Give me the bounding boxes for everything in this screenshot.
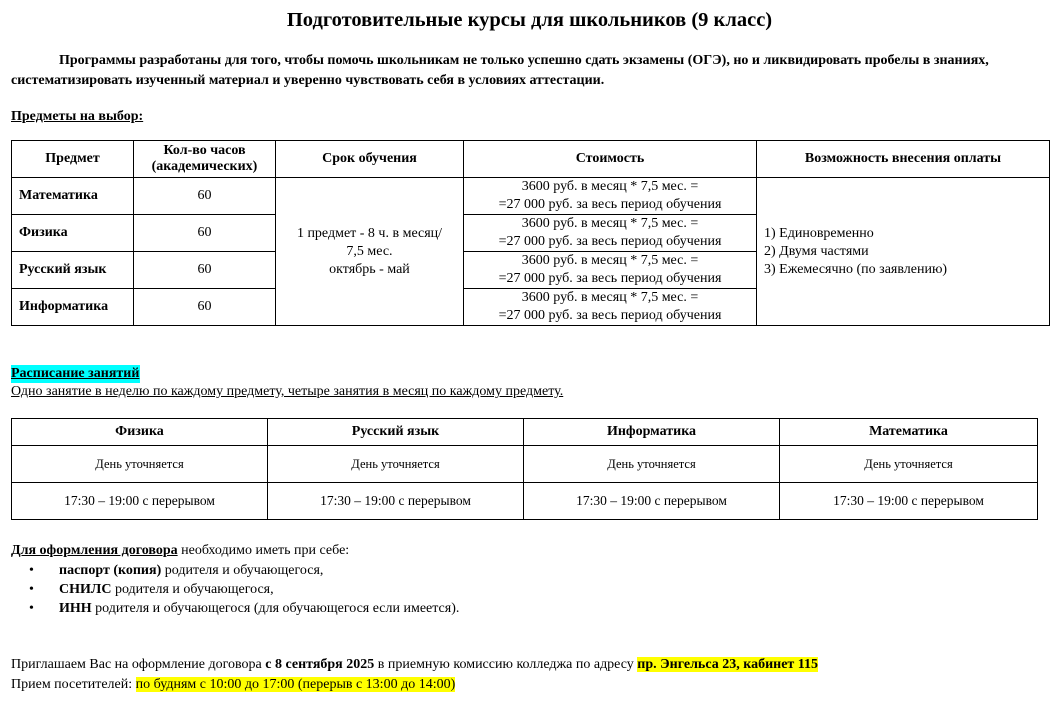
invitation-text: Приглашаем Вас на оформление договора (11, 657, 266, 672)
contract-lead: Для оформления договора (11, 543, 178, 558)
schedule-subject-header: Информатика (524, 419, 780, 446)
payment-option: 1) Единовременно (764, 225, 874, 241)
schedule-header-row (12, 419, 1038, 446)
subject-cell: Физика (12, 215, 134, 252)
header-cost: Стоимость (464, 141, 757, 178)
cost-line: 3600 руб. в месяц * 7,5 мес. = (521, 253, 699, 268)
term-cell (276, 178, 464, 326)
schedule-time-cell: 17:30 – 19:00 с перерывом (780, 483, 1038, 520)
subjects-heading: Предметы на выбор: (11, 109, 144, 124)
invitation-mid: в приемную комиссию колледжа по адресу (374, 657, 638, 672)
schedule-day-cell: День уточняется (524, 446, 780, 483)
cost-line: =27 000 руб. за весь период обучения (498, 234, 722, 249)
schedule-time-cell: 17:30 – 19:00 с перерывом (524, 483, 780, 520)
subject-cell: Информатика (12, 289, 134, 326)
visiting-hours: по будням с 10:00 до 17:00 (перерыв с 13:00 до 14:00) (135, 677, 456, 692)
cost-line: 3600 руб. в месяц * 7,5 мес. = (521, 216, 699, 231)
header-subject: Предмет (12, 141, 134, 178)
visiting-hours-line (11, 675, 818, 695)
contract-intro (11, 542, 349, 560)
cost-cell (464, 215, 757, 252)
subjects-header-row (12, 141, 1050, 178)
hours-cell: 60 (134, 215, 276, 252)
schedule-table (11, 418, 1038, 520)
hours-cell: 60 (134, 252, 276, 289)
payment-cell (757, 178, 1050, 326)
subject-cell: Математика (12, 178, 134, 215)
payment-option: 2) Двумя частями (764, 243, 869, 259)
header-payment: Возможность внесения оплаты (757, 141, 1050, 178)
cost-cell (464, 252, 757, 289)
hours-cell: 60 (134, 289, 276, 326)
schedule-day-cell: День уточняется (12, 446, 268, 483)
subject-cell: Русский язык (12, 252, 134, 289)
schedule-day-cell: День уточняется (780, 446, 1038, 483)
invitation-block (11, 655, 818, 695)
cost-line: =27 000 руб. за весь период обучения (498, 197, 722, 212)
schedule-time-row (12, 483, 1038, 520)
header-hours: Кол-во часов (академических) (134, 141, 276, 178)
list-item (11, 561, 459, 580)
table-row (12, 178, 1050, 215)
bullet-icon: • (29, 563, 34, 578)
term-line: октябрь - май (329, 261, 410, 277)
schedule-heading: Расписание занятий (11, 366, 140, 381)
list-item (11, 580, 459, 599)
payment-option: 3) Ежемесячно (по заявлению) (764, 261, 948, 277)
contract-rest: необходимо иметь при себе: (177, 543, 350, 558)
schedule-time-cell: 17:30 – 19:00 с перерывом (12, 483, 268, 520)
hours-cell: 60 (134, 178, 276, 215)
document-name: паспорт (копия) (59, 563, 162, 578)
cost-cell (464, 289, 757, 326)
payment-options-list (764, 225, 1045, 279)
cost-line: =27 000 руб. за весь период обучения (498, 308, 722, 323)
schedule-day-cell: День уточняется (268, 446, 524, 483)
documents-list (11, 561, 459, 618)
bullet-icon: • (29, 601, 34, 616)
schedule-subject-header: Физика (12, 419, 268, 446)
cost-cell (464, 178, 757, 215)
visiting-hours-label: Прием посетителей: (11, 677, 136, 692)
schedule-subject-header: Математика (780, 419, 1038, 446)
document-name: ИНН (59, 601, 92, 616)
cost-line: 3600 руб. в месяц * 7,5 мес. = (521, 179, 699, 194)
invitation-date: с 8 сентября 2025 (265, 657, 375, 672)
term-line: 7,5 мес. (346, 243, 393, 259)
cost-line: 3600 руб. в месяц * 7,5 мес. = (521, 290, 699, 305)
document-note: родителя и обучающегося (для обучающегося если имеется). (91, 601, 460, 616)
invitation-address: пр. Энгельса 23, кабинет 115 (637, 657, 819, 672)
schedule-time-cell: 17:30 – 19:00 с перерывом (268, 483, 524, 520)
subjects-table (11, 140, 1050, 326)
page-title: Подготовительные курсы для школьников (9 класс) (286, 9, 773, 31)
document-name: СНИЛС (59, 582, 112, 597)
schedule-day-row (12, 446, 1038, 483)
list-item (11, 599, 459, 618)
schedule-subheading: Одно занятие в неделю по каждому предмету, четыре занятия в месяц по каждому предмету. (11, 384, 564, 399)
term-line: 1 предмет - 8 ч. в месяц/ (296, 225, 443, 241)
cost-line: =27 000 руб. за весь период обучения (498, 271, 722, 286)
invitation-line (11, 655, 818, 675)
schedule-subject-header: Русский язык (268, 419, 524, 446)
header-term: Срок обучения (276, 141, 464, 178)
intro-paragraph: Программы разработаны для того, чтобы помочь школьникам не только успешно сдать экзамены (ОГЭ), но и ликвидировать пробелы в знаниях, систематизировать изученный материал и уверенно чувствовать себя в условиях аттестации. (11, 53, 989, 88)
document-note: родителя и обучающегося, (111, 582, 274, 597)
bullet-icon: • (29, 582, 34, 597)
document-note: родителя и обучающегося, (161, 563, 324, 578)
